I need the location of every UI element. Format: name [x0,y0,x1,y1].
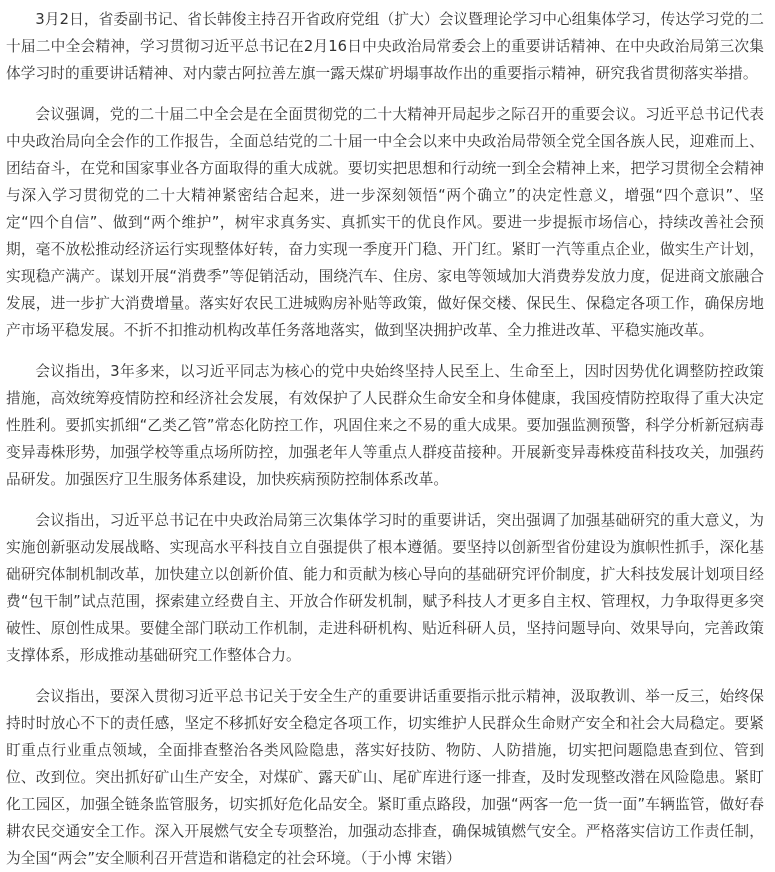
article-paragraph-5: 会议指出，要深入贯彻习近平总书记关于安全生产的重要讲话重要指示批示精神，汲取教训、举一反三，始终保持时时放心不下的责任感，坚定不移抓好安全稳定各项工作，切实维护人民群众生命财产安全和社会大局稳定。要紧盯重点行业重点领域，全面排查整治各类风险隐患，落实好技防、物防、人防措施，切实把问题隐患查到位、管到位、改到位。突出抓好矿山生产安全，对煤矿、露天矿山、尾矿库进行逐一排查，及时发现整改潜在风险隐患。紧盯化工园区，加强全链条监管服务，切实抓好危化品安全。紧盯重点路段，加强“两客一危一货一面”车辆监管，做好春耕农民交通安全工作。深入开展燃气安全专项整治，加强动态排查，确保城镇燃气安全。严格落实信访工作责任制，为全国“两会”安全顺利召开营造和谐稳定的社会环境。（于小博 宋锴） [6,688,764,867]
article-paragraph-3: 会议指出，3年多来，以习近平同志为核心的党中央始终坚持人民至上、生命至上，因时因势优化调整防控政策措施，高效统筹疫情防控和经济社会发展，有效保护了人民群众生命安全和身体健康，我国疫情防控取得了重大决定性胜利。要抓实抓细“乙类乙管”常态化防控工作，巩固住来之不易的重大成果。要加强监测预警，科学分析新冠病毒变异毒株形势，加强学校等重点场所防控，加强老年人等重点人群疫苗接种。开展新变异毒株疫苗科技攻关，加强药品研发。加强医疗卫生服务体系建设，加快疾病预防控制体系改革。 [6,363,764,488]
article-paragraph-4: 会议指出，习近平总书记在中央政治局第三次集体学习时的重要讲话，突出强调了加强基础研究的重大意义，为实施创新驱动发展战略、实现高水平科技自立自强提供了根本遵循。要坚持以创新型省份建设为旗帜性抓手，深化基础研究体制机制改革，加快建立以创新价值、能力和贡献为核心导向的基础研究评价制度，扩大科技发展计划项目经费“包干制”试点范围，探索建立经费自主、开放合作研发机制，赋予科技人才更多自主权、管理权，力争取得更多突破性、原创性成果。要健全部门联动工作机制，走进科研机构、贴近科研人员，坚持问题导向、效果导向，完善政策支撑体系，形成推动基础研究工作整体合力。 [6,512,764,664]
article-paragraph-2: 会议强调，党的二十届二中全会是在全面贯彻党的二十大精神开局起步之际召开的重要会议。习近平总书记代表中央政治局向全会作的工作报告，全面总结党的二十届一中全会以来中央政治局带领全党全国各族人民，迎难而上、团结奋斗，在党和国家事业各方面取得的重大成就。要切实把思想和行动统一到全会精神上来，把学习贯彻全会精神与深入学习贯彻党的二十大精神紧密结合起来，进一步深刻领悟“两个确立”的决定性意义，增强“四个意识”、坚定“四个自信”、做到“两个维护”，树牢求真务实、真抓实干的优良作风。要进一步提振市场信心，持续改善社会预期，毫不放松推动经济运行实现整体好转，奋力实现一季度开门稳、开门红。紧盯一汽等重点企业，做实生产计划，实现稳产满产。谋划开展“消费季”等促销活动，围绕汽车、住房、家电等领域加大消费券发放力度，促进商文旅融合发展，进一步扩大消费增量。落实好农民工进城购房补贴等政策，做好保交楼、保民生、保稳定各项工作，确保房地产市场平稳发展。不折不扣推动机构改革任务落地落实，做到坚决拥护改革、全力推进改革、平稳实施改革。 [6,106,764,339]
news-article-body [6,6,764,872]
article-paragraph-1: 3月2日，省委副书记、省长韩俊主持召开省政府党组（扩大）会议暨理论学习中心组集体学习，传达学习党的二十届二中全会精神，学习贯彻习近平总书记在2月16日中央政治局常委会上的重要讲话精神、在中央政治局第三次集体学习时的重要讲话精神、对内蒙古阿拉善左旗一露天煤矿坍塌事故作出的重要指示精神，研究我省贯彻落实举措。 [6,11,764,82]
